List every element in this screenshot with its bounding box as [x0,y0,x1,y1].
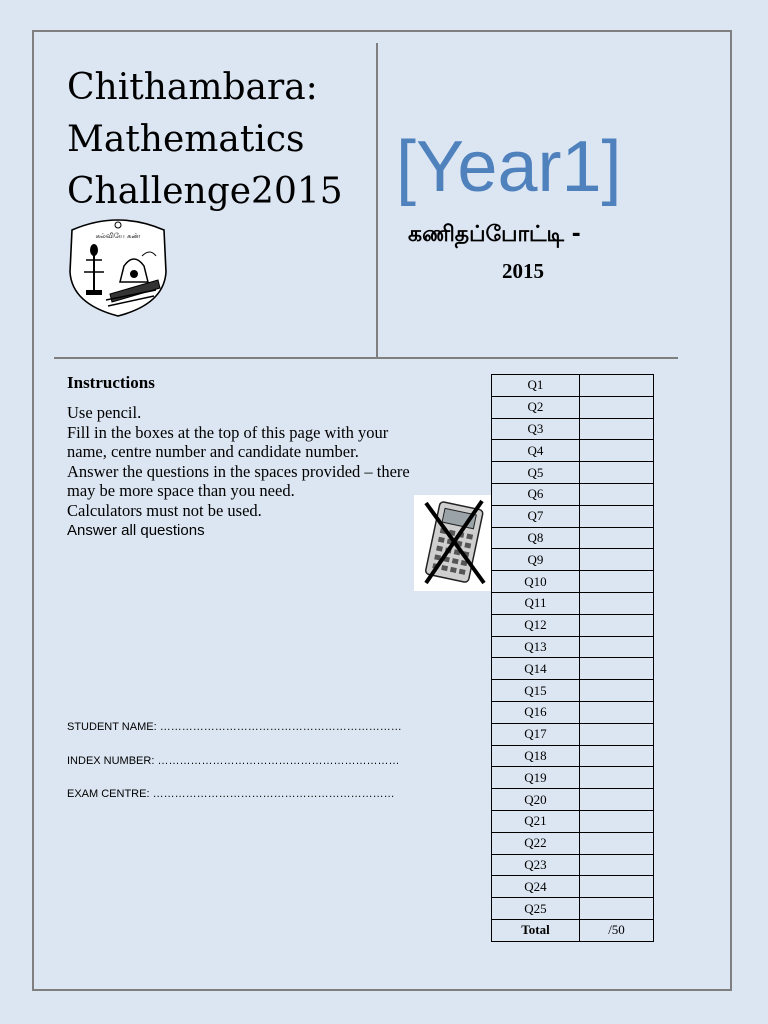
question-label: Q13 [492,636,580,658]
score-cell[interactable] [580,898,654,920]
instruction-line: Calculators must not be used. [67,500,262,520]
score-cell[interactable] [580,810,654,832]
instructions-list [67,403,457,521]
question-label: Q20 [492,789,580,811]
question-label: Q18 [492,745,580,767]
total-label: Total [492,919,580,941]
no-calculator-icon [414,495,491,591]
header-divider-vertical [376,43,378,358]
table-row [492,636,654,658]
question-label: Q24 [492,876,580,898]
score-cell[interactable] [580,396,654,418]
answer-all-note: Answer all questions [67,522,205,539]
score-cell[interactable] [580,789,654,811]
table-row [492,723,654,745]
question-label: Q5 [492,462,580,484]
total-row [492,919,654,941]
index-number-label: INDEX NUMBER: [67,755,155,767]
year-label: [Year1] [396,127,622,207]
table-row [492,549,654,571]
question-label: Q9 [492,549,580,571]
school-crest-logo [66,212,170,318]
score-cell[interactable] [580,876,654,898]
student-name-field[interactable] [67,721,402,733]
table-row [492,571,654,593]
question-label: Q16 [492,701,580,723]
score-cell[interactable] [580,614,654,636]
tamil-title: கணிதப்போட்டி - [408,222,581,247]
table-row [492,680,654,702]
instruction-line: name, centre number and candidate number. [67,442,359,462]
table-row [492,832,654,854]
question-label: Q11 [492,592,580,614]
table-row [492,592,654,614]
question-label: Q6 [492,483,580,505]
score-cell[interactable] [580,440,654,462]
question-label: Q21 [492,810,580,832]
instructions-heading: Instructions [67,373,155,392]
title-line-2: Mathematics [67,119,305,160]
question-label: Q23 [492,854,580,876]
instruction-line: Use pencil. [67,403,142,422]
question-label: Q17 [492,723,580,745]
table-row [492,462,654,484]
question-label: Q10 [492,571,580,593]
student-name-label: STUDENT NAME: [67,721,157,733]
question-label: Q2 [492,396,580,418]
table-row [492,614,654,636]
table-row [492,505,654,527]
table-row [492,418,654,440]
score-cell[interactable] [580,854,654,876]
question-label: Q1 [492,375,580,397]
question-label: Q7 [492,505,580,527]
exam-title [67,62,343,218]
score-cell[interactable] [580,483,654,505]
title-line-1: Chithambara: [67,67,318,108]
score-cell[interactable] [580,592,654,614]
score-cell[interactable] [580,723,654,745]
index-number-dots: ………………………………………………………… [157,755,400,767]
exam-centre-field[interactable] [67,788,395,800]
exam-centre-dots: ………………………………………………………… [152,788,395,800]
exam-centre-label: EXAM CENTRE: [67,788,150,800]
score-cell[interactable] [580,571,654,593]
crest-motto: கல்வியே கண் [95,232,141,240]
header-divider-horizontal [54,357,678,359]
question-label: Q25 [492,898,580,920]
question-label: Q8 [492,527,580,549]
student-name-dots: ………………………………………………………… [159,721,402,733]
score-cell[interactable] [580,680,654,702]
score-cell[interactable] [580,375,654,397]
question-label: Q22 [492,832,580,854]
score-cell[interactable] [580,549,654,571]
table-row [492,898,654,920]
table-row [492,483,654,505]
score-cell[interactable] [580,767,654,789]
instruction-line: Fill in the boxes at the top of this page with your [67,422,389,442]
tamil-year: 2015 [502,259,544,283]
table-row [492,789,654,811]
score-cell[interactable] [580,745,654,767]
instruction-line: Answer the questions in the spaces provided – there [67,461,410,481]
total-score-cell[interactable]: /50 [580,919,654,941]
table-row [492,396,654,418]
score-cell[interactable] [580,701,654,723]
table-row [492,440,654,462]
question-label: Q12 [492,614,580,636]
table-row [492,810,654,832]
question-label: Q14 [492,658,580,680]
score-cell[interactable] [580,505,654,527]
question-label: Q19 [492,767,580,789]
score-table [491,374,654,942]
table-row [492,767,654,789]
score-cell[interactable] [580,636,654,658]
table-row [492,658,654,680]
table-row [492,745,654,767]
index-number-field[interactable] [67,755,399,767]
score-cell[interactable] [580,527,654,549]
table-row [492,701,654,723]
score-cell[interactable] [580,418,654,440]
score-cell[interactable] [580,462,654,484]
question-label: Q15 [492,680,580,702]
question-label: Q4 [492,440,580,462]
score-cell[interactable] [580,832,654,854]
table-row [492,876,654,898]
table-row [492,854,654,876]
title-line-3: Challenge2015 [67,171,343,212]
instruction-line: may be more space than you need. [67,481,295,501]
score-cell[interactable] [580,658,654,680]
question-label: Q3 [492,418,580,440]
table-row [492,375,654,397]
table-row [492,527,654,549]
